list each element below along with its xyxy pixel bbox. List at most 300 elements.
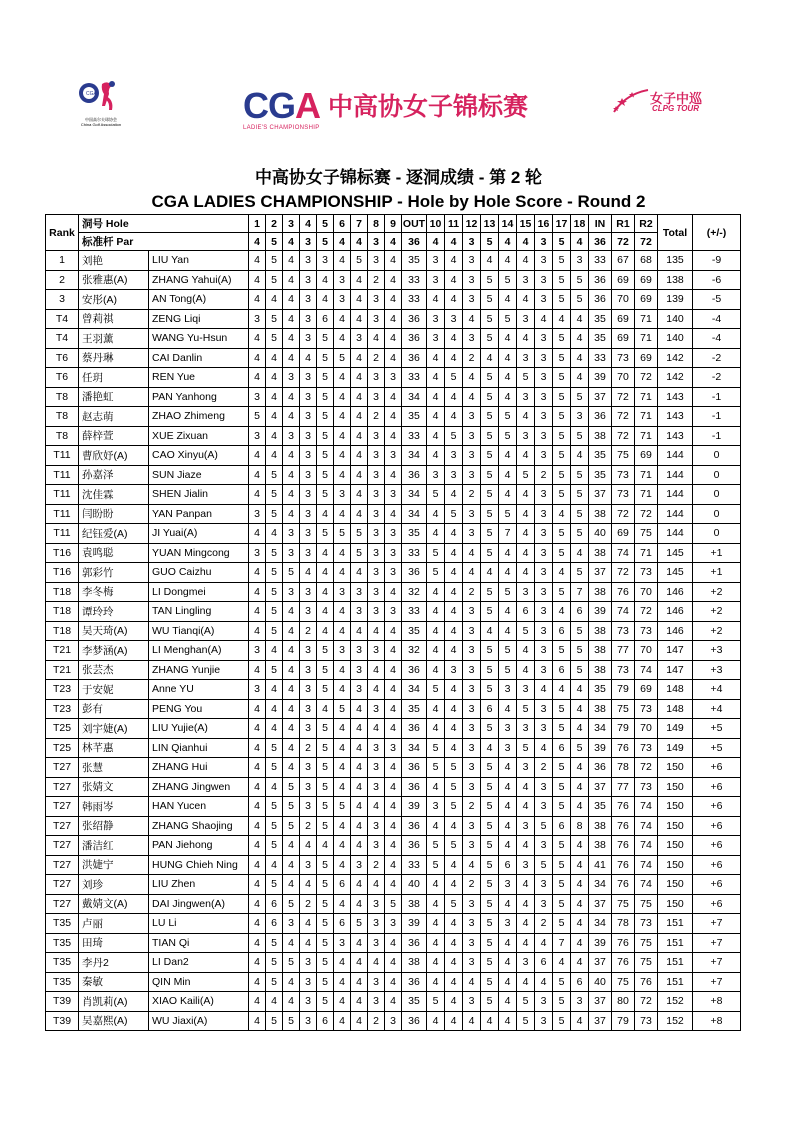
score-cell: 71: [635, 309, 658, 329]
score-cell: 3: [385, 543, 402, 563]
score-cell: 5: [266, 329, 283, 349]
score-cell: 39: [402, 914, 427, 934]
score-cell: 76: [612, 953, 635, 973]
page-title-en: CGA LADIES CHAMPIONSHIP - Hole by Hole Score - Round 2: [151, 192, 646, 211]
rank-cell: T11: [46, 446, 79, 466]
score-cell: 5: [266, 660, 283, 680]
diff-cell: +7: [693, 933, 741, 953]
golfer-emblem-icon: [76, 78, 122, 112]
score-cell: 5: [266, 953, 283, 973]
score-cell: 3: [368, 368, 385, 388]
score-cell: 3: [535, 251, 553, 271]
score-cell: 3: [368, 504, 385, 524]
score-cell: 5: [571, 504, 589, 524]
score-cell: 39: [589, 738, 612, 758]
score-cell: 4: [283, 251, 300, 271]
score-cell: 4: [249, 758, 266, 778]
score-cell: 3: [463, 426, 481, 446]
score-cell: 35: [589, 309, 612, 329]
score-cell: 4: [317, 563, 334, 583]
table-row: [46, 524, 741, 544]
score-cell: 5: [266, 251, 283, 271]
score-cell: 4: [445, 992, 463, 1012]
score-cell: 4: [249, 290, 266, 310]
score-cell: 3: [300, 465, 317, 485]
score-cell: 34: [402, 387, 427, 407]
table-row: [46, 465, 741, 485]
player-name-cn: 薛梓萱: [79, 426, 149, 446]
page-title-cn: 中高协女子锦标赛 - 逐洞成绩 - 第 2 轮: [254, 168, 543, 187]
score-cell: 3: [535, 641, 553, 661]
score-cell: 71: [635, 485, 658, 505]
score-cell: 4: [334, 777, 351, 797]
player-name-en: CAO Xinyu(A): [149, 446, 249, 466]
player-name-cn: 肖凯莉(A): [79, 992, 149, 1012]
score-cell: 4: [266, 524, 283, 544]
score-cell: 3: [445, 465, 463, 485]
player-name-en: GUO Caizhu: [149, 563, 249, 583]
score-cell: 5: [317, 933, 334, 953]
score-cell: 3: [368, 836, 385, 856]
score-cell: 4: [351, 972, 368, 992]
score-cell: 4: [351, 563, 368, 583]
score-cell: 5: [266, 758, 283, 778]
score-cell: 76: [612, 738, 635, 758]
score-cell: 4: [283, 992, 300, 1012]
total-cell: 135: [658, 251, 693, 271]
player-name-cn: 赵志萌: [79, 407, 149, 427]
total-cell: 146: [658, 602, 693, 622]
diff-cell: -6: [693, 270, 741, 290]
table-row: [46, 933, 741, 953]
player-name-cn: 潘洁红: [79, 836, 149, 856]
score-cell: 4: [445, 524, 463, 544]
score-cell: 5: [351, 251, 368, 271]
score-cell: 4: [266, 777, 283, 797]
score-cell: 4: [499, 699, 517, 719]
score-cell: 73: [612, 348, 635, 368]
score-cell: 33: [402, 855, 427, 875]
score-cell: 4: [385, 504, 402, 524]
score-cell: 4: [499, 446, 517, 466]
score-cell: 5: [553, 348, 571, 368]
player-name-en: REN Yue: [149, 368, 249, 388]
player-name-cn: 安彤(A): [79, 290, 149, 310]
score-cell: 5: [553, 270, 571, 290]
score-cell: 4: [351, 290, 368, 310]
score-cell: 4: [249, 836, 266, 856]
score-cell: 4: [249, 894, 266, 914]
score-cell: 69: [612, 524, 635, 544]
score-cell: 6: [553, 660, 571, 680]
score-cell: 5: [266, 602, 283, 622]
score-cell: 37: [589, 387, 612, 407]
score-cell: 4: [553, 563, 571, 583]
score-cell: 4: [499, 797, 517, 817]
score-cell: 3: [463, 699, 481, 719]
header-row-holes: [46, 215, 741, 233]
score-cell: 5: [481, 894, 499, 914]
score-cell: 5: [317, 738, 334, 758]
hole-number: R1: [612, 215, 635, 233]
score-cell: 36: [402, 816, 427, 836]
rank-cell: T4: [46, 329, 79, 349]
score-cell: 4: [427, 582, 445, 602]
score-cell: 5: [317, 797, 334, 817]
score-cell: 3: [499, 738, 517, 758]
score-cell: 3: [499, 680, 517, 700]
diff-cell: 0: [693, 465, 741, 485]
score-cell: 3: [351, 680, 368, 700]
score-cell: 4: [499, 933, 517, 953]
diff-cell: +6: [693, 875, 741, 895]
score-cell: 4: [368, 953, 385, 973]
total-cell: 144: [658, 446, 693, 466]
score-cell: 37: [589, 777, 612, 797]
score-cell: 4: [317, 504, 334, 524]
score-cell: 5: [553, 290, 571, 310]
score-cell: 2: [463, 582, 481, 602]
score-cell: 4: [385, 777, 402, 797]
total-cell: 145: [658, 563, 693, 583]
hole-par: 3: [463, 233, 481, 251]
score-cell: 5: [317, 992, 334, 1012]
score-cell: 75: [612, 972, 635, 992]
score-cell: 5: [481, 582, 499, 602]
hole-par: 4: [385, 233, 402, 251]
score-cell: 5: [427, 738, 445, 758]
player-name-cn: 于安妮: [79, 680, 149, 700]
score-cell: 4: [351, 933, 368, 953]
table-row: [46, 777, 741, 797]
rank-cell: T23: [46, 680, 79, 700]
score-cell: 4: [334, 563, 351, 583]
score-cell: 3: [463, 992, 481, 1012]
score-cell: 68: [635, 251, 658, 271]
score-cell: 32: [402, 582, 427, 602]
score-cell: 4: [266, 992, 283, 1012]
score-cell: 3: [463, 407, 481, 427]
score-cell: 5: [317, 777, 334, 797]
score-cell: 4: [266, 446, 283, 466]
score-cell: 5: [266, 738, 283, 758]
score-cell: 5: [317, 426, 334, 446]
diff-cell: +5: [693, 719, 741, 739]
score-cell: 5: [317, 329, 334, 349]
score-cell: 3: [427, 270, 445, 290]
score-cell: 3: [334, 933, 351, 953]
diff-cell: +2: [693, 582, 741, 602]
score-cell: 4: [283, 407, 300, 427]
table-row: [46, 953, 741, 973]
score-cell: 4: [427, 407, 445, 427]
score-cell: 4: [481, 251, 499, 271]
diff-cell: 0: [693, 485, 741, 505]
score-cell: 5: [317, 875, 334, 895]
score-cell: 76: [612, 816, 635, 836]
score-cell: 3: [300, 953, 317, 973]
score-cell: 4: [334, 426, 351, 446]
score-cell: 3: [535, 699, 553, 719]
score-cell: 3: [517, 855, 535, 875]
score-cell: 4: [427, 368, 445, 388]
total-cell: 143: [658, 426, 693, 446]
score-cell: 6: [553, 816, 571, 836]
score-cell: 5: [317, 680, 334, 700]
diff-cell: +5: [693, 738, 741, 758]
score-cell: 5: [481, 855, 499, 875]
score-cell: 3: [249, 387, 266, 407]
total-cell: 147: [658, 660, 693, 680]
score-cell: 4: [249, 875, 266, 895]
score-cell: 38: [402, 953, 427, 973]
score-cell: 4: [351, 465, 368, 485]
score-cell: 5: [427, 485, 445, 505]
score-cell: 4: [351, 446, 368, 466]
score-cell: 5: [553, 777, 571, 797]
player-name-cn: 张芸杰: [79, 660, 149, 680]
score-cell: 5: [481, 270, 499, 290]
score-cell: 75: [635, 953, 658, 973]
score-cell: 4: [266, 387, 283, 407]
score-cell: 4: [385, 309, 402, 329]
score-cell: 36: [402, 836, 427, 856]
score-cell: 4: [427, 446, 445, 466]
score-cell: 3: [463, 953, 481, 973]
score-cell: 72: [612, 407, 635, 427]
score-cell: 3: [463, 777, 481, 797]
score-cell: 5: [317, 914, 334, 934]
score-cell: 5: [266, 543, 283, 563]
score-cell: 79: [612, 680, 635, 700]
score-cell: 3: [300, 368, 317, 388]
score-cell: 4: [499, 465, 517, 485]
table-row: [46, 407, 741, 427]
score-cell: 5: [553, 465, 571, 485]
score-cell: 4: [517, 777, 535, 797]
score-cell: 4: [283, 855, 300, 875]
score-cell: 2: [463, 875, 481, 895]
score-cell: 3: [368, 446, 385, 466]
player-name-cn: 李梦涵(A): [79, 641, 149, 661]
score-cell: 8: [571, 816, 589, 836]
rank-cell: T39: [46, 992, 79, 1012]
total-cell: 151: [658, 972, 693, 992]
score-cell: 4: [249, 582, 266, 602]
score-cell: 3: [334, 485, 351, 505]
score-cell: 5: [553, 543, 571, 563]
score-cell: 4: [445, 387, 463, 407]
score-cell: 3: [249, 309, 266, 329]
score-cell: 5: [571, 641, 589, 661]
score-cell: 3: [368, 251, 385, 271]
score-cell: 5: [553, 446, 571, 466]
rank-cell: T11: [46, 524, 79, 544]
rank-cell: T25: [46, 719, 79, 739]
score-cell: 3: [463, 719, 481, 739]
score-cell: 40: [589, 972, 612, 992]
score-cell: 5: [266, 816, 283, 836]
table-row: [46, 270, 741, 290]
score-cell: 4: [368, 329, 385, 349]
score-cell: 74: [635, 660, 658, 680]
total-cell: 145: [658, 543, 693, 563]
table-row: [46, 621, 741, 641]
score-cell: 4: [249, 953, 266, 973]
table-row: [46, 680, 741, 700]
score-cell: 4: [300, 836, 317, 856]
score-cell: 3: [283, 543, 300, 563]
score-cell: 4: [334, 816, 351, 836]
player-name-cn: 卢丽: [79, 914, 149, 934]
score-cell: 2: [535, 914, 553, 934]
score-cell: 35: [589, 446, 612, 466]
score-cell: 6: [317, 1011, 334, 1031]
score-cell: 3: [300, 758, 317, 778]
hole-par: 5: [317, 233, 334, 251]
score-cell: 4: [368, 621, 385, 641]
score-cell: 4: [300, 875, 317, 895]
score-cell: 4: [385, 641, 402, 661]
score-cell: 79: [612, 1011, 635, 1031]
score-cell: 5: [553, 972, 571, 992]
score-cell: 4: [385, 348, 402, 368]
score-cell: 4: [368, 680, 385, 700]
table-row: [46, 251, 741, 271]
score-cell: 4: [571, 914, 589, 934]
score-cell: 4: [351, 407, 368, 427]
score-cell: 2: [300, 894, 317, 914]
player-name-cn: 戴婧文(A): [79, 894, 149, 914]
score-cell: 4: [334, 836, 351, 856]
table-row: [46, 1011, 741, 1031]
player-name-en: PENG You: [149, 699, 249, 719]
score-cell: 5: [481, 368, 499, 388]
score-cell: 4: [445, 543, 463, 563]
score-cell: 4: [535, 680, 553, 700]
score-cell: 5: [445, 797, 463, 817]
score-cell: 33: [589, 348, 612, 368]
score-cell: 4: [334, 504, 351, 524]
hole-number: 10: [427, 215, 445, 233]
player-name-cn: 吴天琦(A): [79, 621, 149, 641]
score-cell: 4: [351, 738, 368, 758]
score-cell: 4: [517, 660, 535, 680]
score-cell: 79: [612, 719, 635, 739]
score-cell: 75: [635, 894, 658, 914]
score-cell: 3: [427, 251, 445, 271]
score-cell: 5: [481, 933, 499, 953]
score-cell: 3: [368, 582, 385, 602]
player-name-cn: 田琦: [79, 933, 149, 953]
score-cell: 73: [612, 465, 635, 485]
score-cell: 5: [499, 582, 517, 602]
score-cell: 4: [334, 543, 351, 563]
score-cell: 4: [283, 387, 300, 407]
score-cell: 4: [334, 953, 351, 973]
diff-cell: +7: [693, 914, 741, 934]
table-row: [46, 582, 741, 602]
total-cell: 151: [658, 914, 693, 934]
score-cell: 4: [427, 777, 445, 797]
score-cell: 6: [571, 972, 589, 992]
diff-cell: +7: [693, 953, 741, 973]
brand-cga: CGA: [243, 85, 320, 126]
score-cell: 4: [499, 992, 517, 1012]
score-cell: 4: [481, 738, 499, 758]
hole-label: 洞号 Hole: [79, 215, 249, 233]
score-cell: 5: [553, 426, 571, 446]
score-cell: 39: [589, 602, 612, 622]
score-cell: 69: [612, 309, 635, 329]
score-cell: 4: [249, 933, 266, 953]
score-cell: 76: [612, 797, 635, 817]
score-cell: 6: [553, 621, 571, 641]
score-cell: 5: [317, 855, 334, 875]
score-cell: 34: [402, 738, 427, 758]
score-cell: 4: [481, 1011, 499, 1031]
player-name-cn: 秦敏: [79, 972, 149, 992]
score-cell: 6: [499, 855, 517, 875]
rank-cell: T8: [46, 426, 79, 446]
hole-par: 4: [334, 233, 351, 251]
score-cell: 5: [283, 563, 300, 583]
score-cell: 3: [535, 407, 553, 427]
score-cell: 3: [368, 758, 385, 778]
score-cell: 35: [589, 329, 612, 349]
hole-par: 4: [283, 233, 300, 251]
hole-number: IN: [589, 215, 612, 233]
diff-cell: +2: [693, 621, 741, 641]
rank-cell: T35: [46, 914, 79, 934]
score-cell: 3: [300, 797, 317, 817]
hole-number: 16: [535, 215, 553, 233]
score-cell: 4: [266, 426, 283, 446]
hole-number: 9: [385, 215, 402, 233]
score-cell: 4: [385, 660, 402, 680]
score-cell: 3: [351, 855, 368, 875]
score-cell: 5: [553, 797, 571, 817]
score-cell: 4: [427, 719, 445, 739]
score-cell: 5: [445, 426, 463, 446]
cga-association-logo: [76, 78, 126, 127]
score-cell: 4: [517, 524, 535, 544]
score-table-header: [46, 215, 741, 251]
score-cell: 4: [385, 270, 402, 290]
score-cell: 69: [635, 270, 658, 290]
score-cell: 5: [317, 368, 334, 388]
score-cell: 4: [249, 621, 266, 641]
score-cell: 4: [571, 777, 589, 797]
score-cell: 4: [445, 953, 463, 973]
score-cell: 5: [481, 777, 499, 797]
score-cell: 5: [481, 602, 499, 622]
score-cell: 4: [283, 972, 300, 992]
score-cell: 4: [266, 641, 283, 661]
diff-cell: +6: [693, 894, 741, 914]
score-cell: 4: [334, 329, 351, 349]
score-cell: 3: [283, 524, 300, 544]
diff-cell: -1: [693, 387, 741, 407]
score-cell: 3: [535, 426, 553, 446]
diff-cell: -9: [693, 251, 741, 271]
score-cell: 7: [499, 524, 517, 544]
score-cell: 38: [589, 582, 612, 602]
score-cell: 3: [368, 426, 385, 446]
score-cell: 3: [535, 387, 553, 407]
rank-cell: T27: [46, 758, 79, 778]
score-cell: 2: [368, 1011, 385, 1031]
